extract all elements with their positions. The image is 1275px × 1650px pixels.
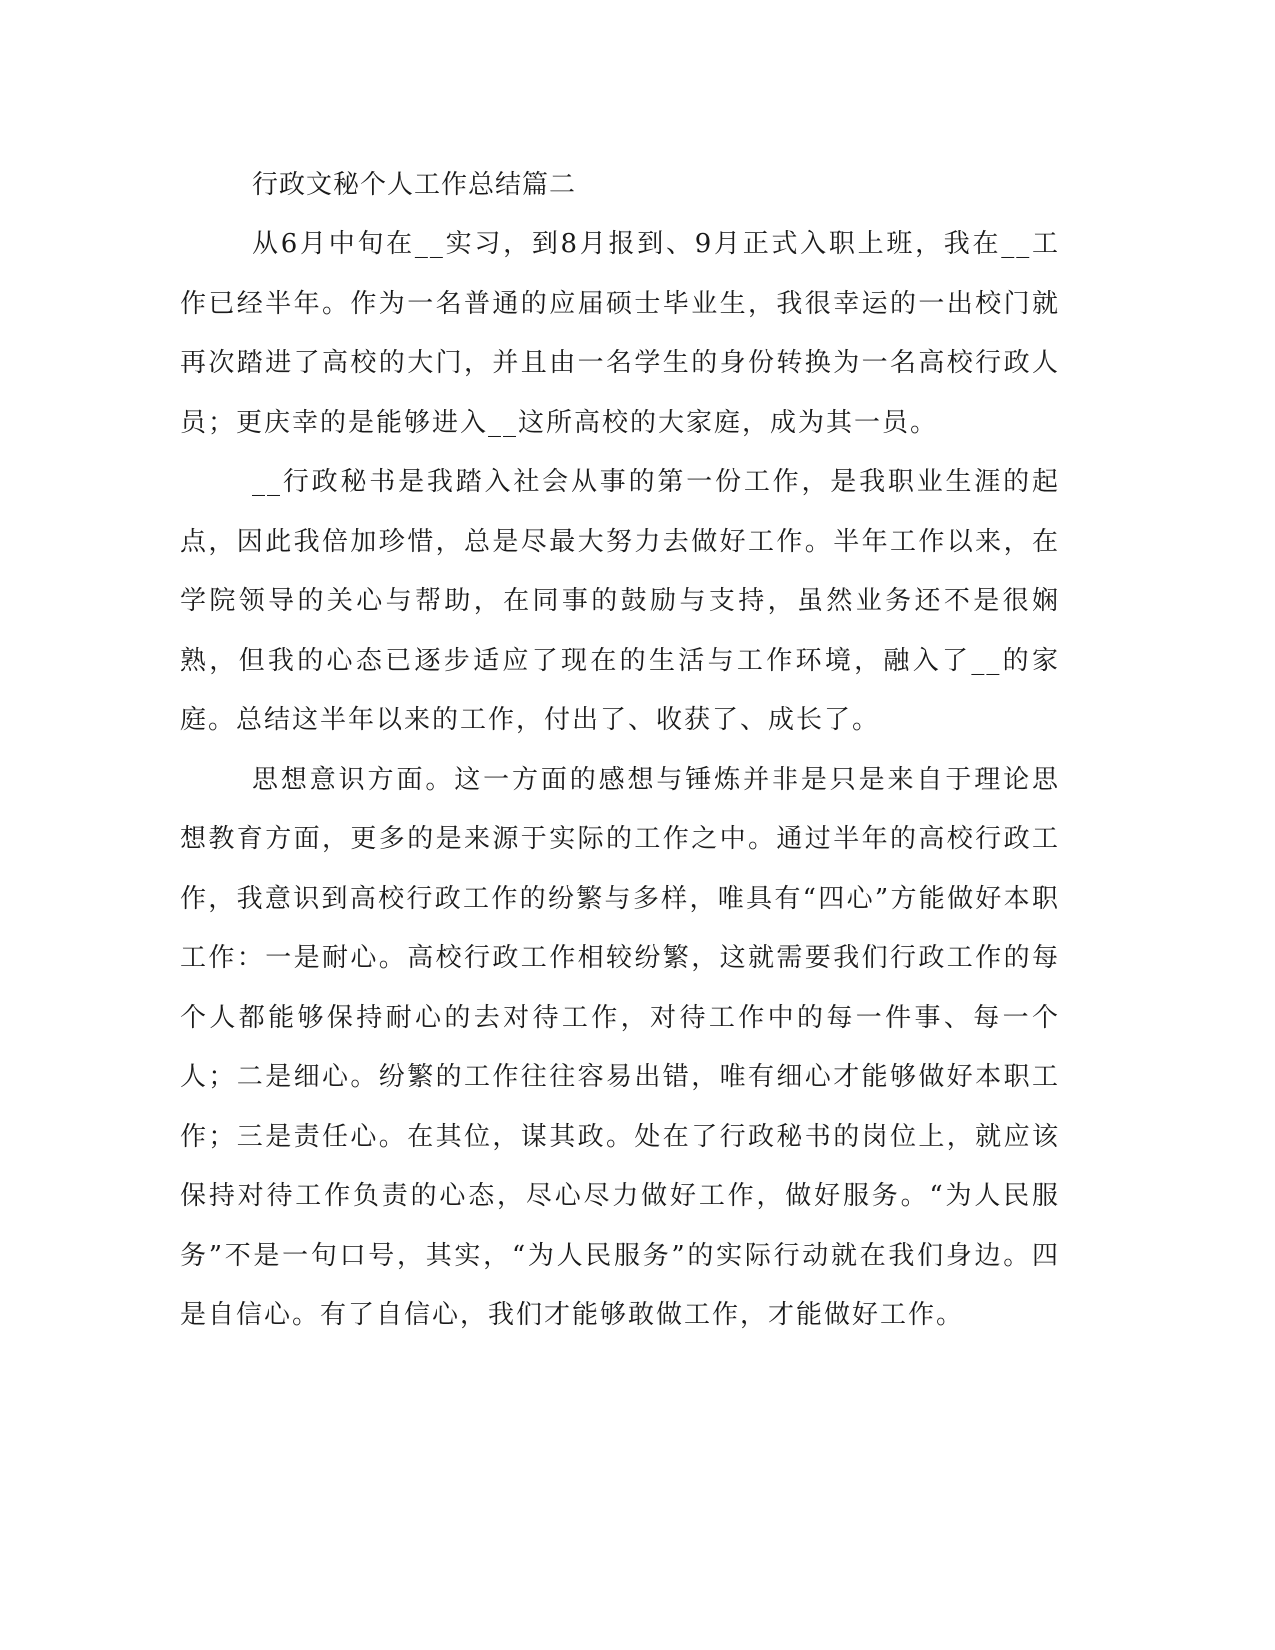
paragraph-internship: 从6月中旬在__实习，到8月报到、9月正式入职上班，我在__工作已经半年。作为一名普通的应届硕士毕业生，我很幸运的一出校门就再次踏进了高校的大门，并且由一名学生的身份转换为一名高校行政人员；更庆幸的是能够进入__这所高校的大家庭，成为其一员。 — [180, 229, 1060, 438]
paragraph-ideology: 思想意识方面。这一方面的感想与锤炼并非是只是来自于理论思想教育方面，更多的是来源于实际的工作之中。通过半年的高校行政工作，我意识到高校行政工作的纷繁与多样，唯具有“四心”方能做好本职工作：一是耐心。高校行政工作相较纷繁，这就需要我们行政工作的每个人都能够保持耐心的去对待工作，对待工作中的每一件事、每一个人；二是细心。纷繁的工作往往容易出错，唯有细心才能够做好本职工作；三是责任心。在其位，谋其政。处在了行政秘书的岗位上，就应该保持对待工作负责的心态，尽心尽力做好工作，做好服务。“为人民服务”不是一句口号，其实，“为人民服务”的实际行动就在我们身边。四是自信心。有了自信心，我们才能够敢做工作，才能做好工作。 — [180, 764, 1060, 1330]
document-body — [180, 155, 1060, 1346]
paragraph-first-job: __行政秘书是我踏入社会从事的第一份工作，是我职业生涯的起点，因此我倍加珍惜，总是尽最大努力去做好工作。半年工作以来，在学院领导的关心与帮助，在同事的鼓励与支持，虽然业务还不是很娴熟，但我的心态已逐步适应了现在的生活与工作环境，融入了__的家庭。总结这半年以来的工作，付出了、收获了、成长了。 — [180, 467, 1060, 735]
document-title: 行政文秘个人工作总结篇二 — [252, 170, 577, 200]
